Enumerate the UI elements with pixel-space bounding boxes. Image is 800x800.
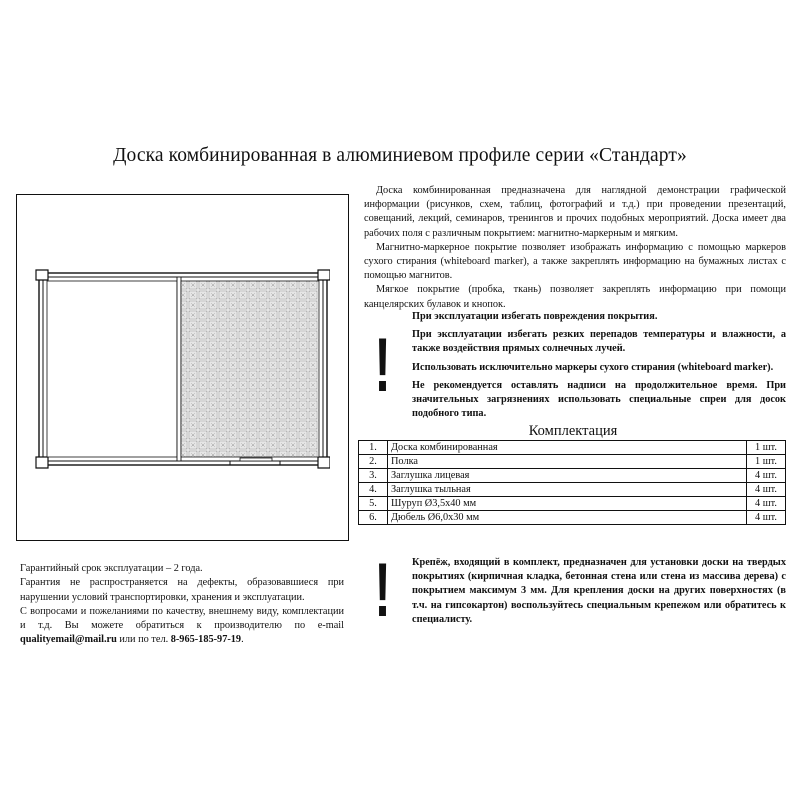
table-row: 3. Заглушка лицевая 4 шт. — [359, 469, 786, 483]
exclamation-icon: ! — [374, 548, 392, 633]
corner-cap-top-right — [318, 270, 330, 280]
contact-text: С вопросами и пожеланиями по качеству, внешнему виду, комплектации и т.д. Вы можете обратиться к производителю по e-mail qualityemail@mail.ru или по тел. 8-965-185-97-19. — [20, 605, 344, 646]
intro-paragraph: Доска комбинированная предназначена для наглядной демонстрации графической информации (рисунков, схем, таблиц, фотографий и т.д.) при проведении презентаций, совещаний, лекций, семинаров, тренингов и прочих подобных мероприятий. Доска имеет два рабочих поля с различным покрытием: магнитно-маркерным и мягким. — [364, 185, 786, 239]
warning-item: При эксплуатации избегать резких перепадов температуры и влажности, а также воздействия прямых солнечных лучей. — [412, 329, 786, 355]
kit-title: Комплектация — [528, 423, 618, 439]
table-row: 1. Доска комбинированная 1 шт. — [359, 441, 786, 455]
marker-on-tray — [240, 458, 272, 461]
warning-item: При эксплуатации избегать повреждения покрытия. — [412, 311, 658, 322]
table-row: 4. Заглушка тыльная 4 шт. — [359, 483, 786, 497]
warranty-block — [20, 562, 344, 648]
warranty-text: Гарантийный срок эксплуатации – 2 года. — [20, 563, 203, 574]
phone-number: 8-965-185-97-19 — [170, 634, 242, 646]
corner-cap-bottom-left — [36, 457, 48, 468]
table-row: 2. Полка 1 шт. — [359, 455, 786, 469]
intro-paragraph: Мягкое покрытие (пробка, ткань) позволяет закреплять информацию при помощи канцелярских булавок и кнопок. — [364, 284, 786, 310]
marker-surface — [47, 281, 177, 457]
document-title: Доска комбинированная в алюминиевом профиле серии «Стандарт» — [113, 145, 687, 166]
exclamation-icon: ! — [374, 323, 392, 408]
email-address: qualityemail@mail.ru — [20, 634, 117, 646]
combination-board-illustration — [18, 250, 330, 475]
corner-cap-bottom-right — [318, 457, 330, 468]
intro-paragraph: Магнитно-маркерное покрытие позволяет изображать информацию с помощью маркеров сухого стирания (whiteboard marker), а также закреплять информацию на бумажных листах с помощью магнитов. — [364, 241, 786, 282]
guarantee-text: Гарантия не распространяется на дефекты, образовавшиеся при нарушении условий транспортировки, хранения и эксплуатации. — [20, 577, 344, 603]
table-row: 6. Дюбель Ø6,0х30 мм 4 шт. — [359, 511, 786, 525]
intro-text — [364, 184, 786, 312]
kit-table — [358, 440, 786, 525]
board-divider — [177, 277, 181, 461]
corner-cap-top-left — [36, 270, 48, 280]
warnings-block — [412, 310, 786, 421]
warning-item: Не рекомендуется оставлять надписи на продолжительное время. При значительных загрязнениях использовать специальные спреи для досок подобного типа. — [412, 379, 786, 420]
warning-item: Использовать исключительно маркеры сухого стирания (whiteboard marker). — [412, 361, 774, 373]
cork-surface — [181, 281, 319, 457]
mounting-warning: Крепёж, входящий в комплект, предназначен для установки доски на твердых покрытиях (кирпичная кладка, бетонная стена или стена из массива дерева) с покрытием максимум 3 мм. Для крепления доски на других поверхностях (в т.ч. на гипсокартон) воспользуйтесь специальным крепежом или обратитесь к специалисту. — [412, 557, 786, 625]
table-row: 5. Шуруп Ø3,5х40 мм 4 шт. — [359, 497, 786, 511]
